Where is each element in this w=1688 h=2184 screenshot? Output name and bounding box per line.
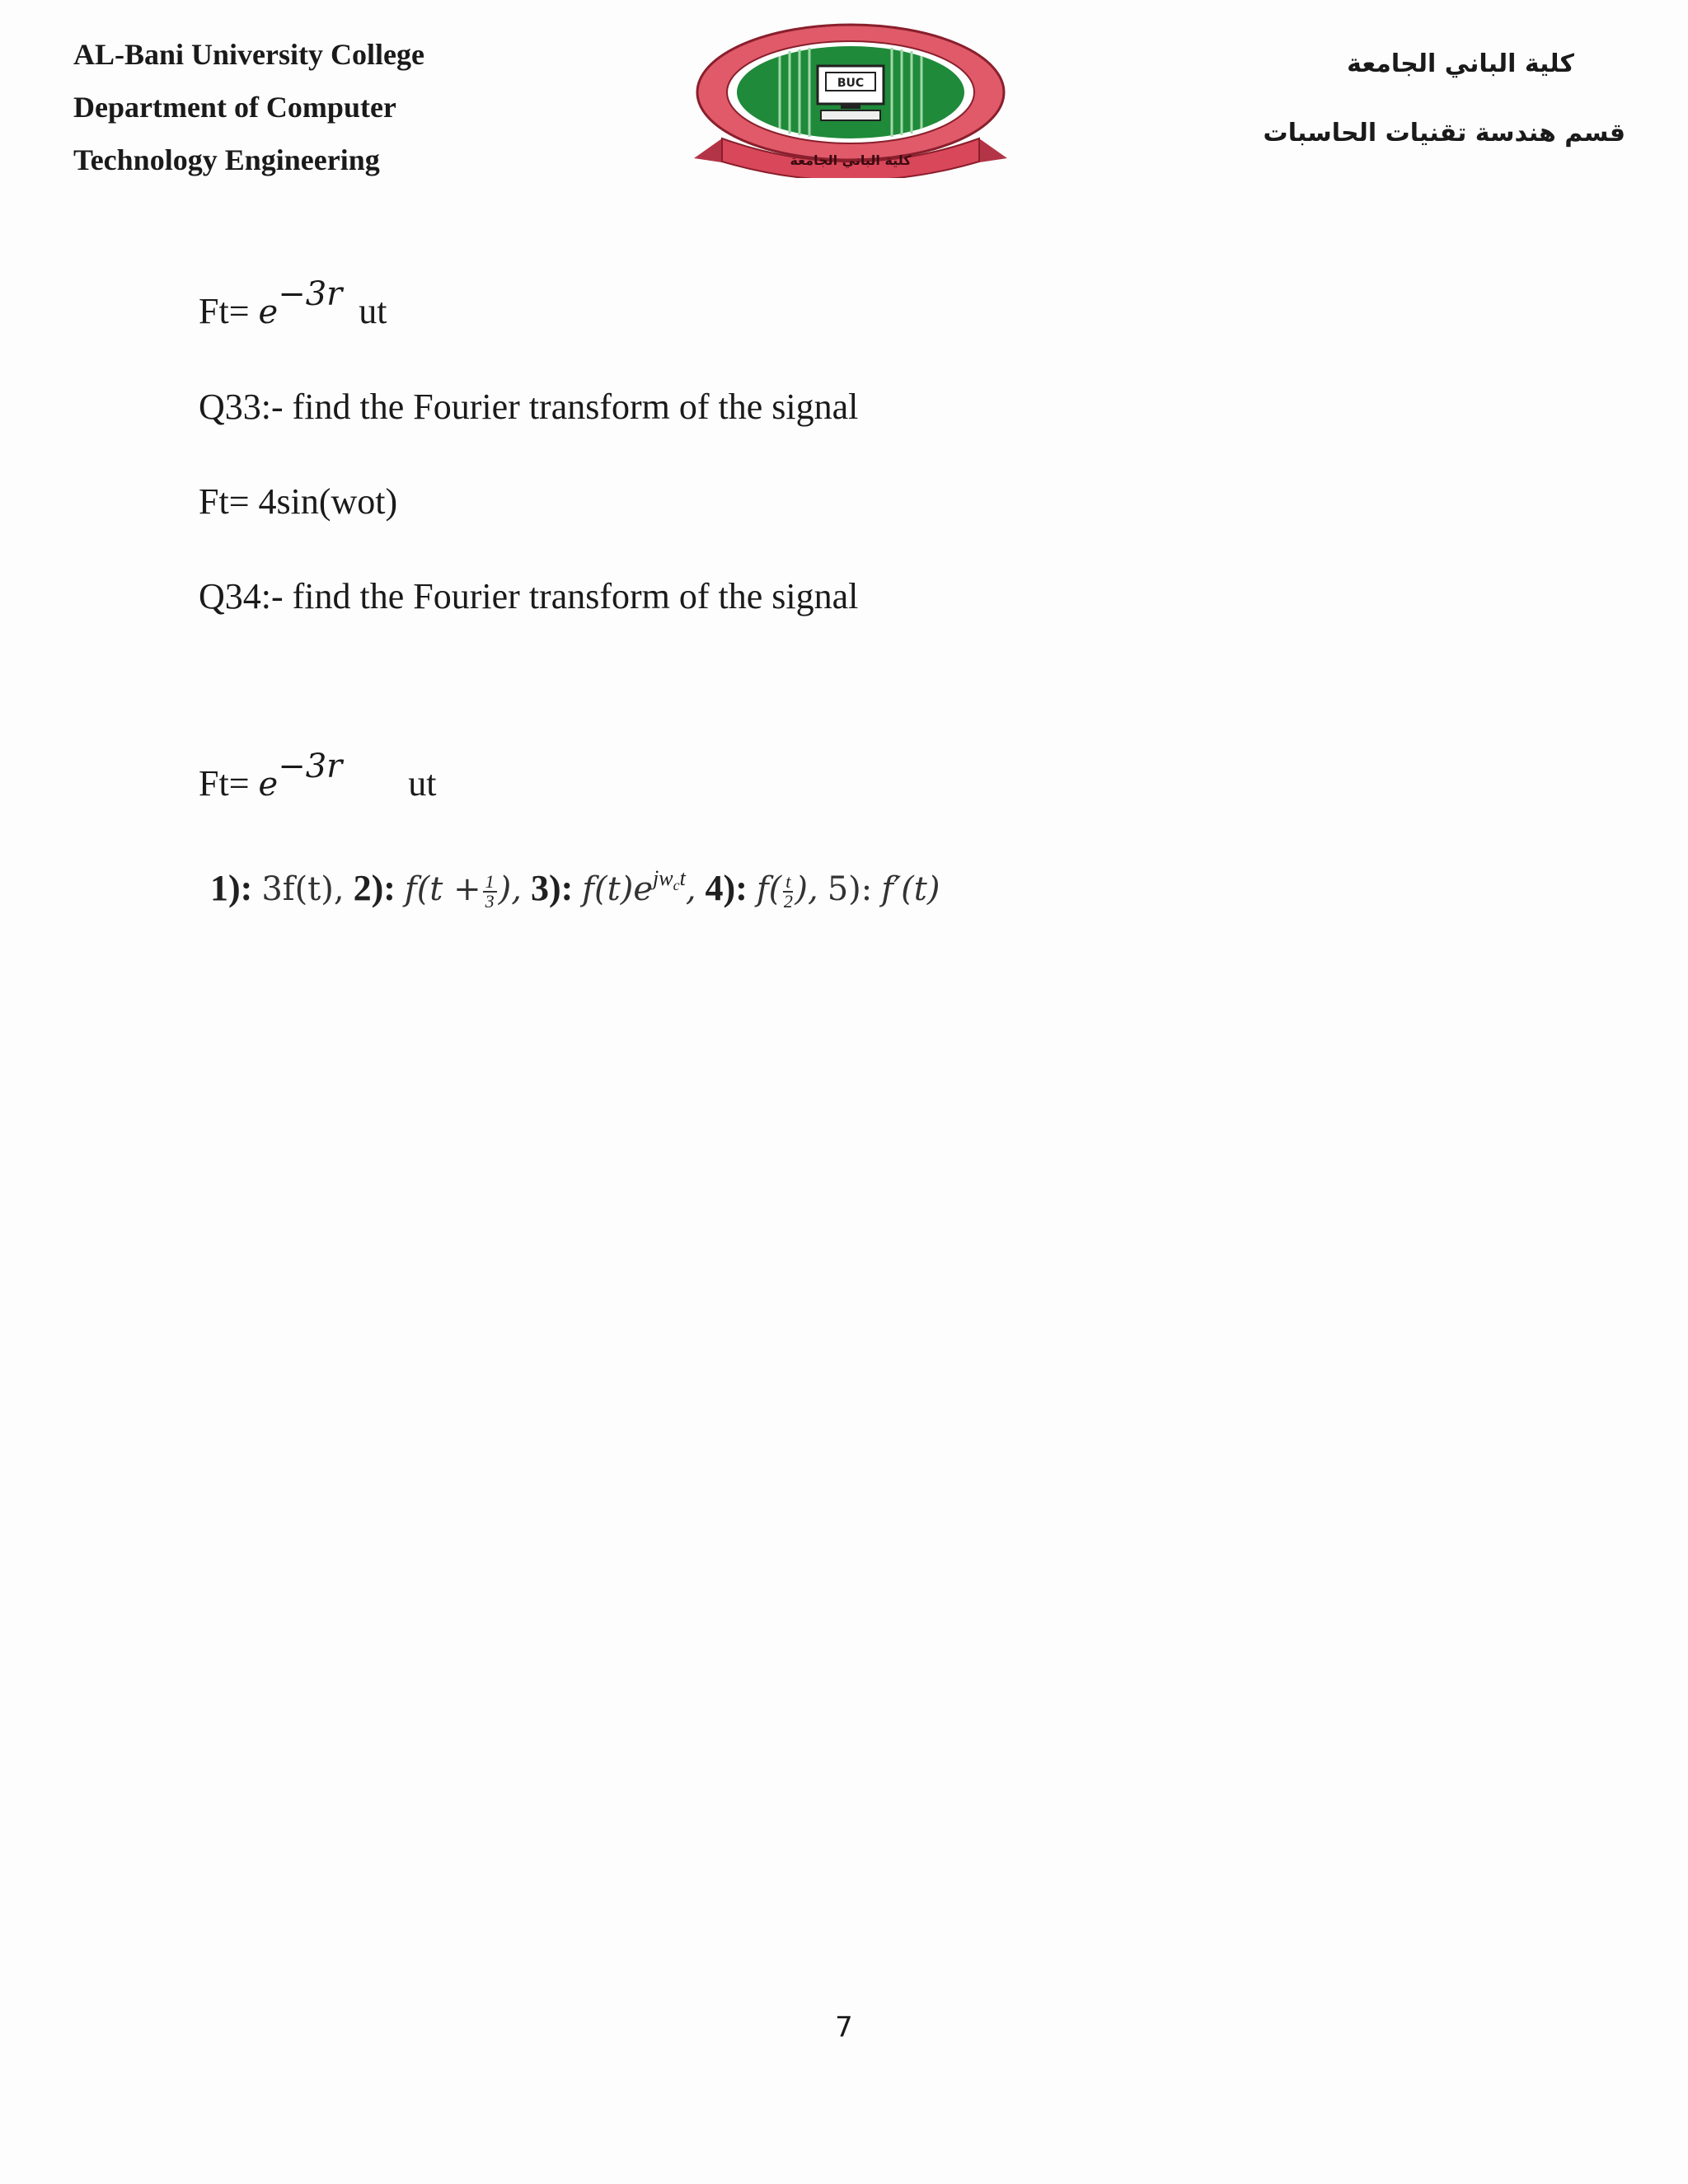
exp-power: −3r <box>278 275 343 313</box>
fraction-t-over-2: $\frac{t}{2}$ <box>783 870 793 912</box>
properties-equation: 1): 3f(t), 2): f(t + $\frac{1}{3}$ ), 3): $f(t)e^{jwct}$, 4): f( $\frac{t}{2}$ ), 5): f′(t) <box>210 866 940 912</box>
question-33: Q33:- find the Fourier transform of the signal <box>199 387 859 427</box>
question-34: Q34:- find the Fourier transform of the signal <box>199 576 859 616</box>
signal-line-1: $Ft= e^{-3r}$ ut <box>199 275 387 331</box>
college-name-arabic: كلية الباني الجامعة <box>1347 49 1574 78</box>
college-name: AL-Bani University College <box>73 38 424 71</box>
header-right <box>1264 48 1625 150</box>
header-left <box>73 28 424 186</box>
logo-ribbon-text: كلية الباني الجامعة <box>790 152 912 168</box>
signal-line-2: Ft= 4sin(wot) <box>199 481 398 522</box>
department-line-1: Department of Computer <box>73 91 396 124</box>
fraction-one-third: $\frac{1}{3}$ <box>483 873 497 911</box>
college-logo <box>689 23 1012 178</box>
exp-power: −3r <box>278 748 343 785</box>
logo-badge-text: BUC <box>837 77 865 90</box>
department-name-arabic: قسم هندسة تقنيات الحاسبات <box>1263 119 1625 148</box>
signal-line-3: $Ft= e^{-3r}$ ut <box>199 748 437 804</box>
exp-base: e <box>258 766 279 804</box>
department-line-2: Technology Engineering <box>73 143 380 176</box>
page-number: 7 <box>835 2011 853 2044</box>
exp-base: e <box>258 293 279 331</box>
